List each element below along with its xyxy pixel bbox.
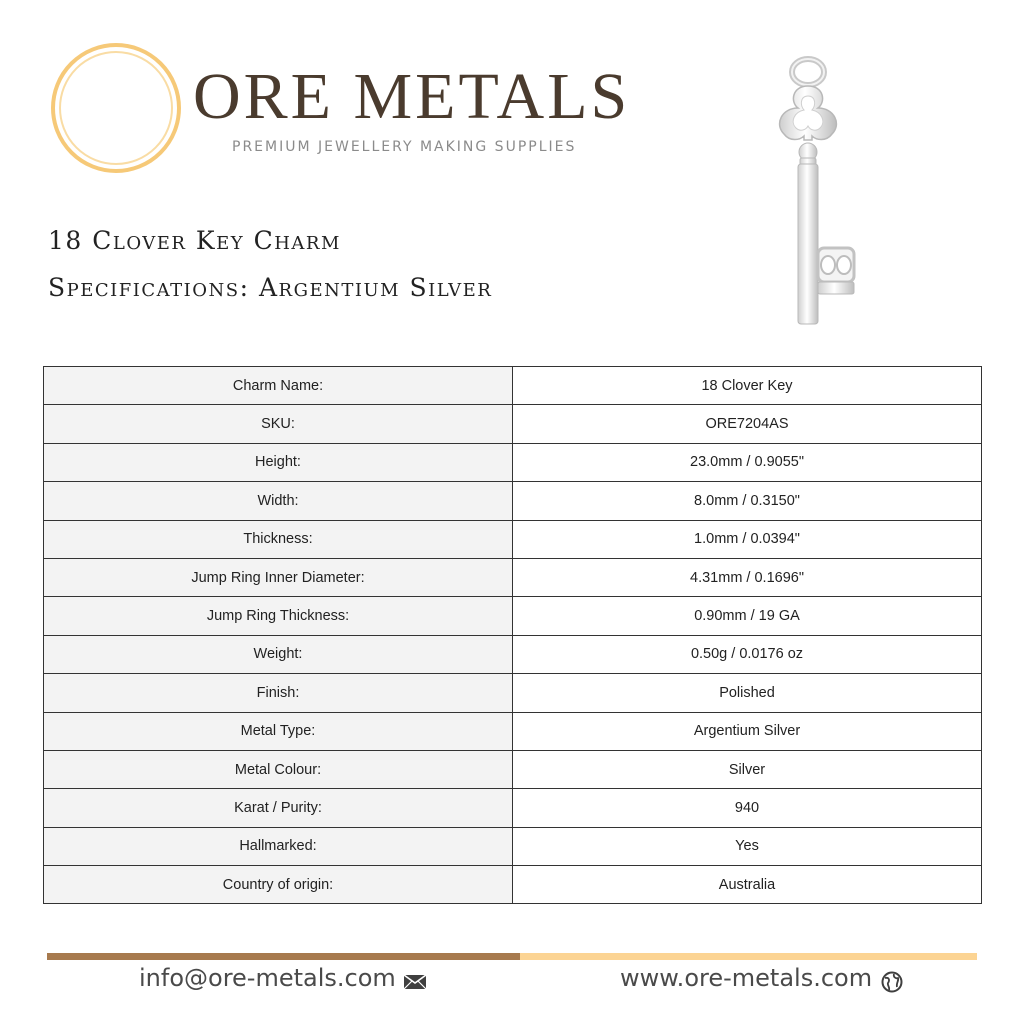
spec-label: Metal Colour: [44,750,513,788]
spec-label: Hallmarked: [44,827,513,865]
table-row [44,827,982,865]
spec-label: Width: [44,482,513,520]
key-charm-image [760,52,870,332]
spec-label: Karat / Purity: [44,789,513,827]
spec-label: Jump Ring Thickness: [44,597,513,635]
spec-label: Height: [44,443,513,481]
footer-bar-gold [520,953,977,960]
brand-tagline: PREMIUM JEWELLERY MAKING SUPPLIES [232,139,577,155]
spec-value: Silver [513,750,982,788]
spec-value: 0.90mm / 19 GA [513,597,982,635]
table-row [44,635,982,673]
spec-value: 8.0mm / 0.3150" [513,482,982,520]
spec-value: 1.0mm / 0.0394" [513,520,982,558]
spec-label: Charm Name: [44,367,513,405]
table-row [44,597,982,635]
spec-label: Country of origin: [44,866,513,904]
spec-label: Thickness: [44,520,513,558]
spec-value: ORE7204AS [513,405,982,443]
spec-label: SKU: [44,405,513,443]
table-row [44,405,982,443]
table-row [44,674,982,712]
specs-heading: Specifications: Argentium Silver [48,273,493,302]
table-row [44,558,982,596]
spec-label: Finish: [44,674,513,712]
table-row [44,866,982,904]
spec-value: 18 Clover Key [513,367,982,405]
spec-value: Yes [513,827,982,865]
spec-value: 23.0mm / 0.9055" [513,443,982,481]
table-row [44,482,982,520]
footer-bar-brown [47,953,520,960]
spec-value: Argentium Silver [513,712,982,750]
table-row [44,520,982,558]
table-row [44,443,982,481]
website-link[interactable]: www.ore-metals.com [620,964,873,992]
table-row [44,712,982,750]
product-title: 18 Clover Key Charm [48,226,341,255]
spec-value: 0.50g / 0.0176 oz [513,635,982,673]
spec-label: Weight: [44,635,513,673]
table-row [44,750,982,788]
table-row [44,789,982,827]
email-link[interactable]: info@ore-metals.com [139,964,396,992]
table-row [44,367,982,405]
logo-ring [50,42,182,174]
specs-table [43,366,982,904]
spec-label: Jump Ring Inner Diameter: [44,558,513,596]
spec-value: 940 [513,789,982,827]
spec-label: Metal Type: [44,712,513,750]
brand-name: ORE METALS [193,60,631,133]
spec-value: Australia [513,866,982,904]
globe-icon [881,971,903,993]
envelope-icon [403,974,427,990]
spec-value: 4.31mm / 0.1696" [513,558,982,596]
spec-value: Polished [513,674,982,712]
